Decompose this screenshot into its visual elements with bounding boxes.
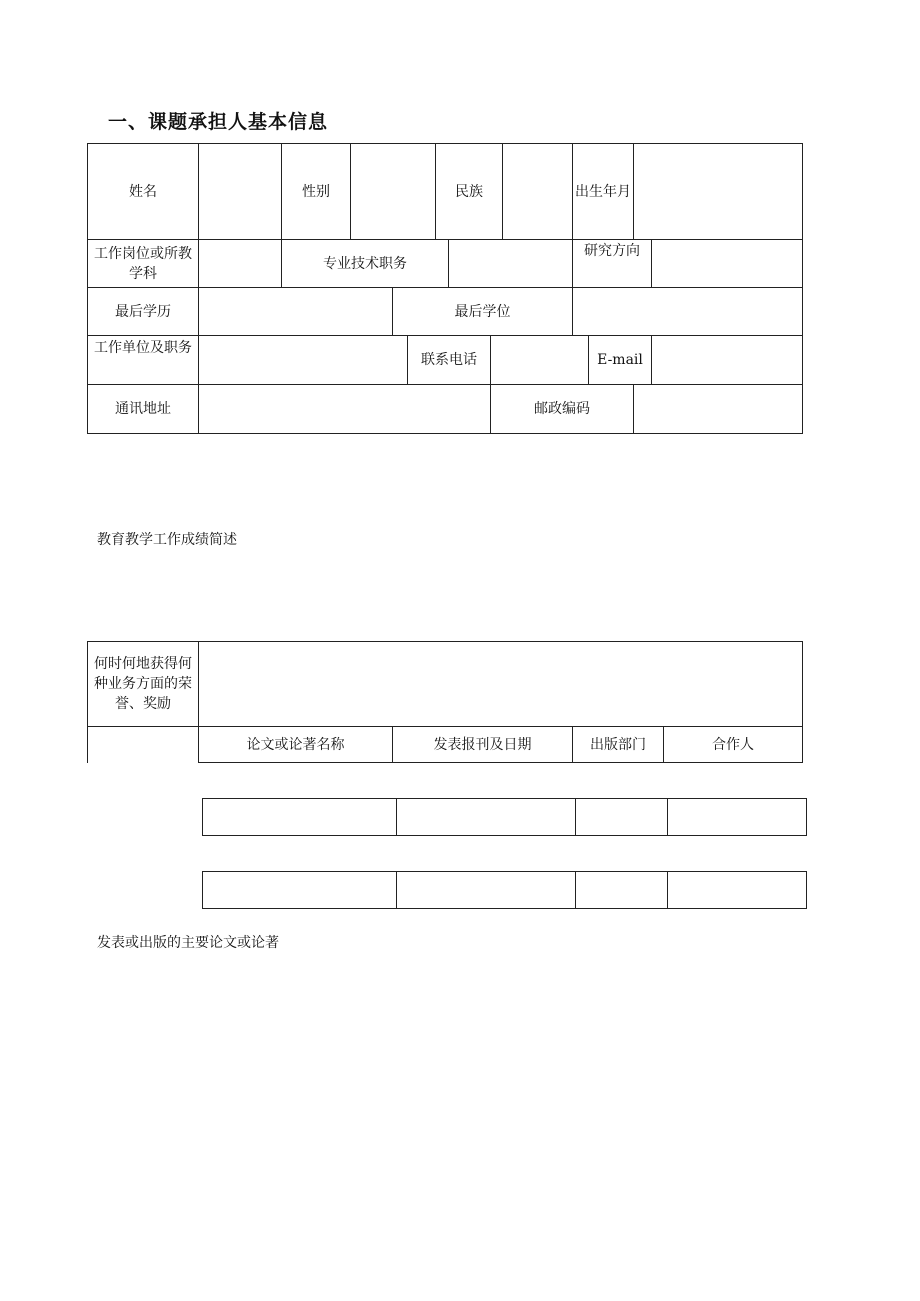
research-direction-label: 研究方向 (584, 243, 640, 259)
paper-1-title-field[interactable] (203, 799, 396, 835)
papers-header-coauthor: 合作人 (712, 736, 754, 753)
last-degree-field[interactable] (573, 288, 802, 335)
ethnicity-label: 民族 (455, 183, 483, 200)
paper-2-coauthor-field[interactable] (668, 872, 806, 908)
papers-header-title: 论文或论著名称 (246, 736, 345, 753)
section-heading: 一、课题承担人基本信息 (108, 111, 329, 133)
post-or-subject-label: 工作岗位或所教学科 (94, 245, 192, 282)
postal-code-label: 邮政编码 (534, 401, 590, 417)
paper-1-coauthor-field[interactable] (668, 799, 806, 835)
paper-2-journal-field[interactable] (397, 872, 575, 908)
work-unit-label: 工作单位及职务 (94, 340, 192, 356)
address-field[interactable] (199, 385, 490, 433)
last-education-label: 最后学历 (115, 303, 171, 320)
birth-date-field[interactable] (634, 144, 802, 239)
gender-label: 性别 (302, 183, 330, 200)
last-education-field[interactable] (199, 288, 392, 335)
professional-title-field[interactable] (449, 240, 572, 287)
name-field[interactable] (199, 144, 281, 239)
papers-header-journal-date: 发表报刊及日期 (433, 736, 532, 753)
email-field[interactable] (652, 336, 802, 384)
last-degree-label: 最后学位 (454, 303, 511, 320)
professional-title-label: 专业技术职务 (323, 255, 407, 272)
work-unit-field[interactable] (199, 336, 407, 384)
ethnicity-field[interactable] (503, 144, 572, 239)
paper-2-title-field[interactable] (203, 872, 396, 908)
papers-header-publisher: 出版部门 (590, 736, 646, 753)
phone-field[interactable] (491, 336, 588, 384)
papers-label: 发表或出版的主要论文或论著 (97, 935, 279, 951)
name-label: 姓名 (129, 183, 157, 200)
phone-label: 联系电话 (421, 352, 477, 368)
email-label: E-mail (597, 352, 643, 368)
post-or-subject-field[interactable] (199, 240, 281, 287)
paper-1-publisher-field[interactable] (576, 799, 667, 835)
birth-date-label: 出生年月 (575, 183, 631, 200)
paper-1-journal-field[interactable] (397, 799, 575, 835)
achievements-label: 教育教学工作成绩简述 (97, 532, 237, 548)
honors-label: 何时何地获得何种业务方面的荣誉、奖励 (94, 656, 192, 712)
address-label: 通讯地址 (115, 401, 171, 417)
paper-2-publisher-field[interactable] (576, 872, 667, 908)
research-direction-field[interactable] (652, 240, 802, 287)
honors-field[interactable] (199, 642, 802, 726)
postal-code-field[interactable] (634, 385, 802, 433)
gender-field[interactable] (351, 144, 435, 239)
